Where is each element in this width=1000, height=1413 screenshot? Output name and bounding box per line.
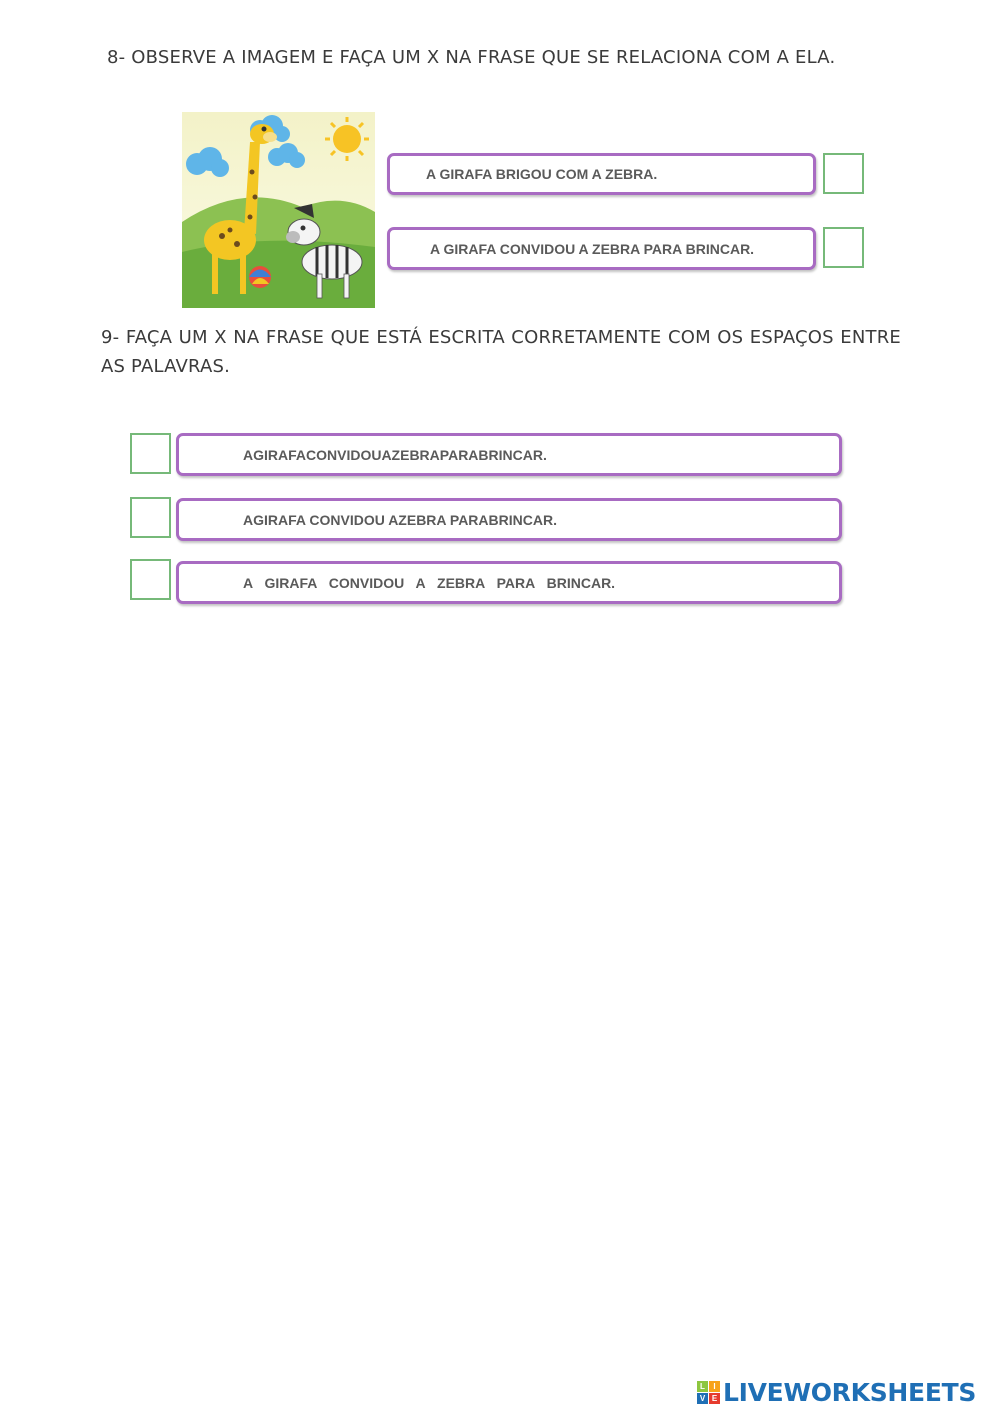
q9-answer-checkbox-2[interactable] [130,497,171,538]
q8-sentence-option-1: A GIRAFA BRIGOU COM A ZEBRA. [387,153,816,195]
question-8-title: 8- OBSERVE A IMAGEM E FAÇA UM X NA FRASE QUE SE RELACIONA COM A ELA. [107,47,836,68]
q9-sentence-option-3: A GIRAFA CONVIDOU A ZEBRA PARA BRINCAR. [176,561,842,604]
liveworksheets-logo-icon: L I V E [697,1381,720,1404]
ball-icon [249,266,271,288]
q9-answer-checkbox-1[interactable] [130,433,171,474]
liveworksheets-logo-text: LIVEWORKSHEETS [723,1378,977,1407]
q8-sentence-option-2: A GIRAFA CONVIDOU A ZEBRA PARA BRINCAR. [387,227,816,270]
giraffe-zebra-illustration [182,112,375,308]
q9-sentence-option-2: AGIRAFA CONVIDOU AZEBRA PARABRINCAR. [176,498,842,541]
q9-answer-checkbox-3[interactable] [130,559,171,600]
question-9-title: 9- FAÇA UM X NA FRASE QUE ESTÁ ESCRITA CORRETAMENTE COM OS ESPAÇOS ENTRE AS PALAVRAS. [101,327,901,377]
q9-sentence-option-1: AGIRAFACONVIDOUAZEBRAPARABRINCAR. [176,433,842,476]
q8-answer-checkbox-2[interactable] [823,227,864,268]
liveworksheets-logo [697,1378,976,1407]
q8-answer-checkbox-1[interactable] [823,153,864,194]
